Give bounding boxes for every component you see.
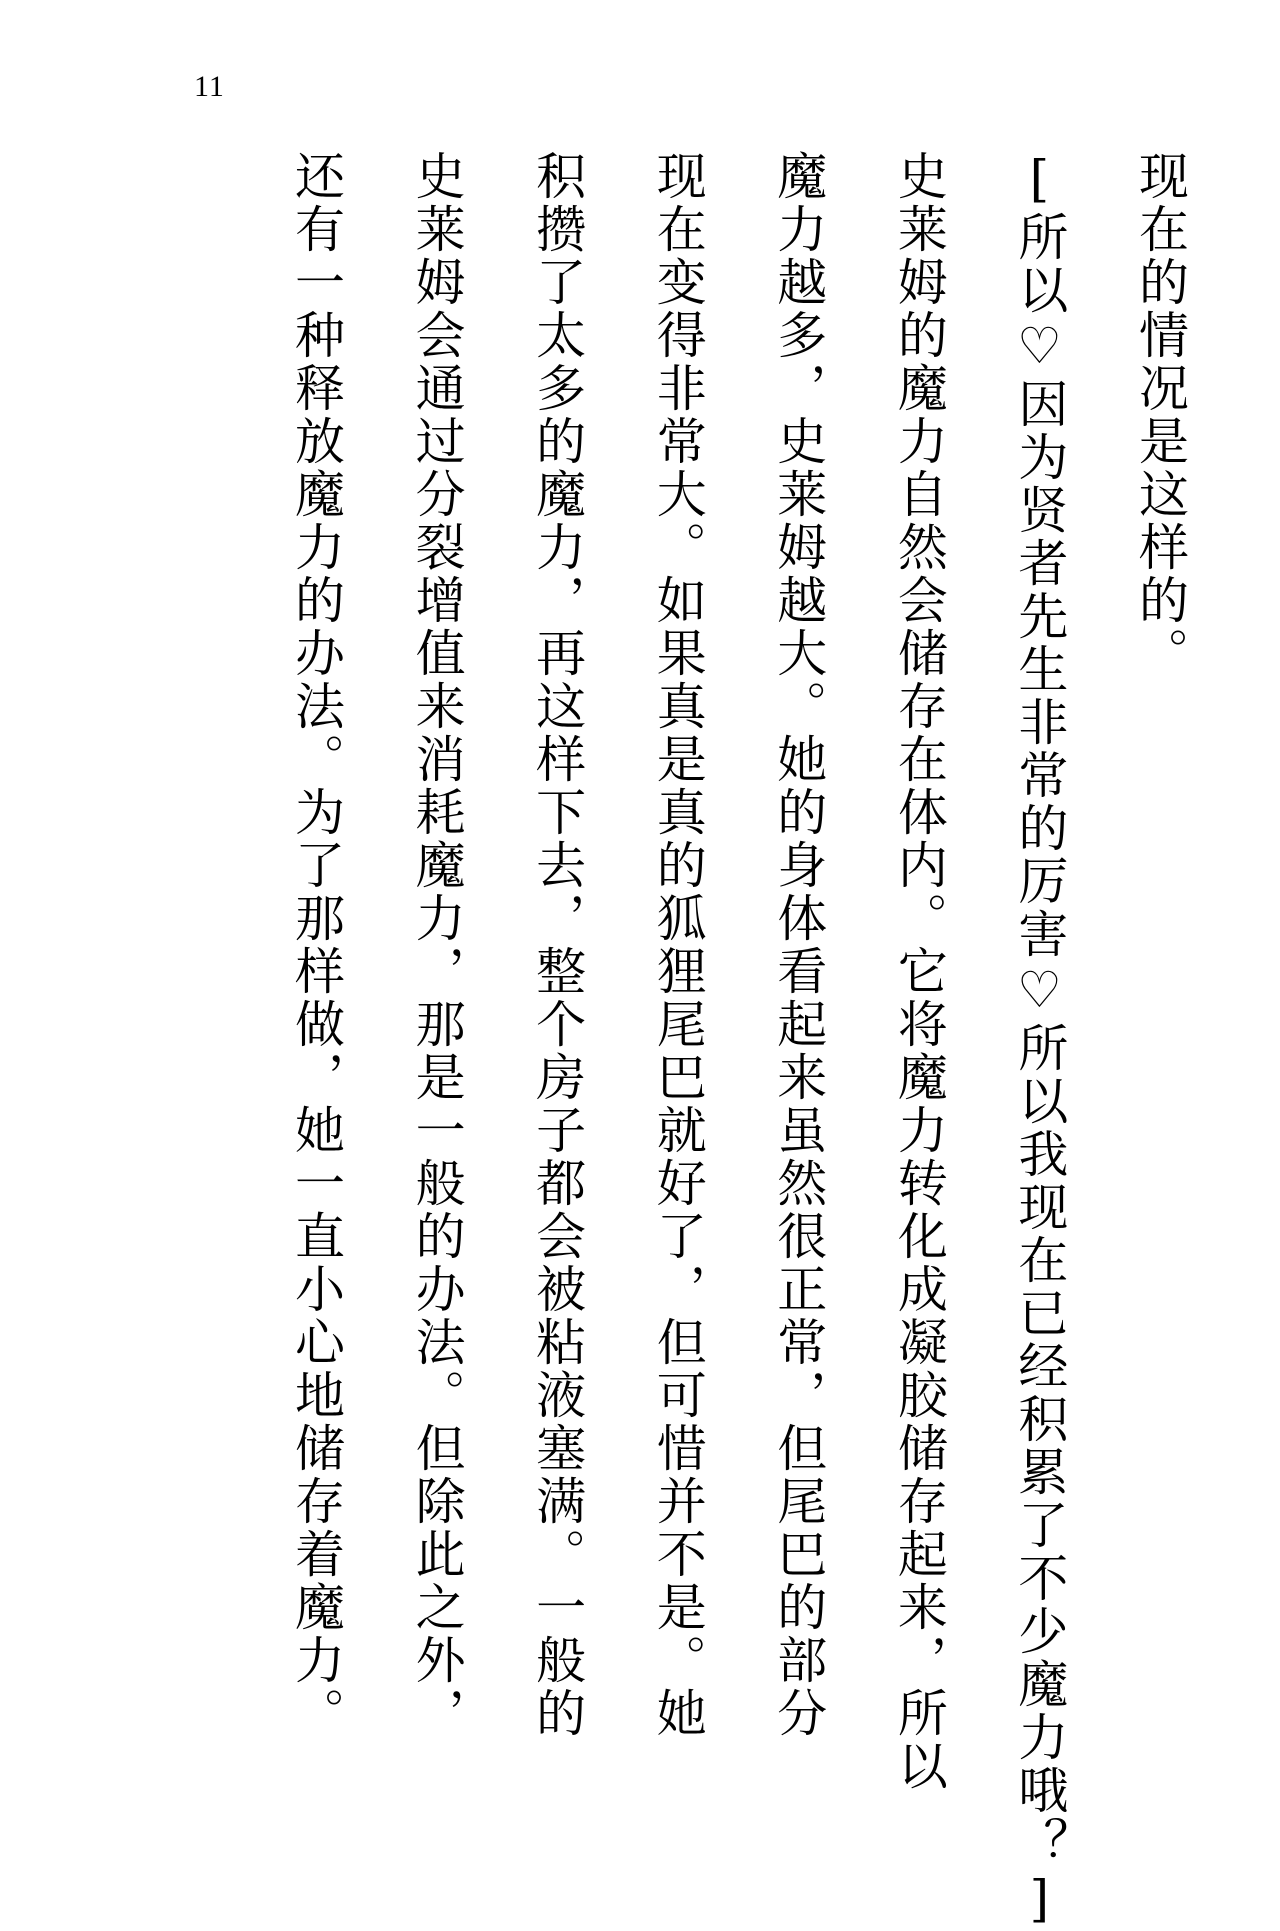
page-number: 11 bbox=[194, 70, 225, 103]
text-column-1: 现在的情况是这样的。 bbox=[1130, 150, 1189, 680]
text-column-3: 史莱姆的魔力自然会储存在体内。它将魔力转化成凝胶储存起来，所以 bbox=[889, 150, 948, 1793]
text-column-2: [所以♡因为贤者先生非常的厉害♡所以我现在已经积累了不少魔力哦？] bbox=[1010, 150, 1069, 1931]
text-column-5: 现在变得非常大。如果真是真的狐狸尾巴就好了，但可惜并不是。她 bbox=[648, 150, 707, 1740]
text-column-6: 积攒了太多的魔力，再这样下去，整个房子都会被粘液塞满。一般的 bbox=[528, 150, 587, 1740]
body-text bbox=[285, 150, 1189, 1931]
text-column-8: 还有一种释放魔力的办法。为了那样做，她一直小心地储存着魔力。 bbox=[287, 150, 345, 1740]
text-column-4: 魔力越多，史莱姆越大。她的身体看起来虽然很正常，但尾巴的部分 bbox=[769, 150, 828, 1740]
text-column-7: 史莱姆会通过分裂增值来消耗魔力，那是一般的办法。但除此之外， bbox=[407, 150, 466, 1740]
